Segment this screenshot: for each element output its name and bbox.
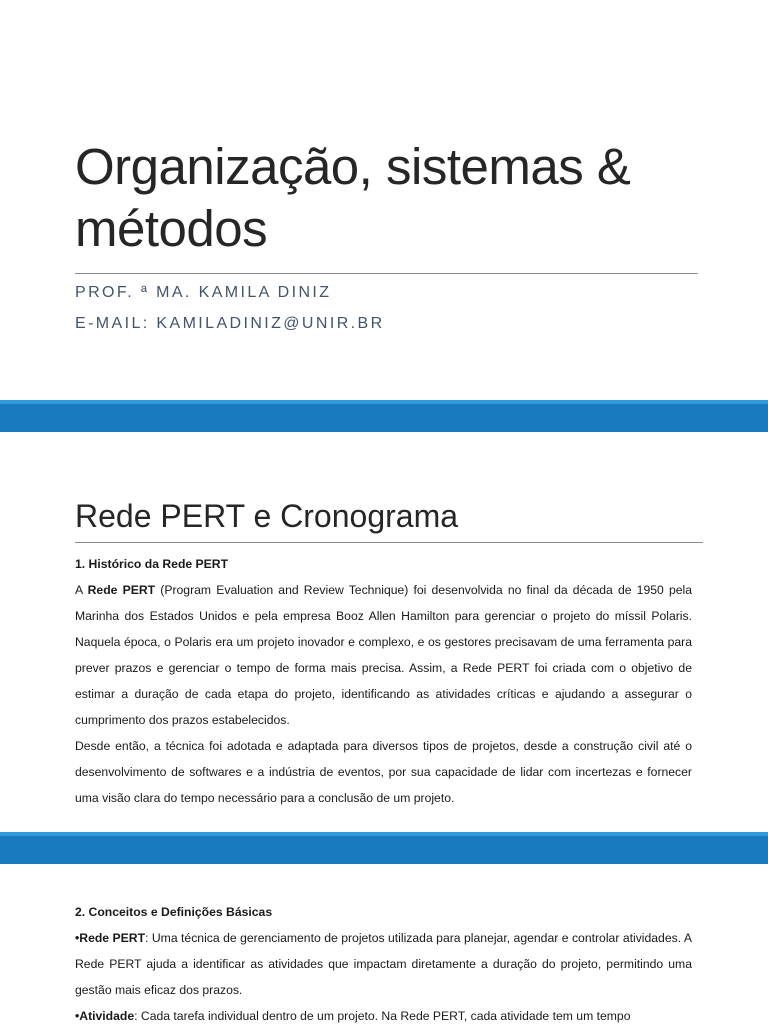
paragraph-prefix: A [75,583,88,597]
definition-rede-pert [75,925,692,1003]
subsection-heading: 1. Histórico da Rede PERT [75,557,229,571]
section-divider-line [75,542,703,543]
paragraph-history-text: (Program Evaluation and Review Technique) foi desenvolvida no final da década de 1950 pela Marinha dos Estados Unidos e pela empresa Booz Allen Hamilton para gerenciar o projeto do míssil Polaris. Naquela época, o Polaris era um projeto inovador e complexo, e os gestores precisavam de uma ferramenta para prever prazos e gerenciar o tempo de forma mais precisa. Assim, a Rede PERT foi criada com o objetivo de estimar a duração de cada etapa do projeto, identificando as atividades críticas e ajudando a assegurar o cumprimento dos prazos estabelecidos. [75,583,692,727]
content-slide-pert-history [0,432,768,832]
slide-body-text [75,551,692,811]
title-line-1: Organização, sistemas & [75,138,631,195]
title-slide [0,0,768,400]
author-line: PROF. ª MA. KAMILA DINIZ [75,284,332,301]
slide-body-text [75,899,692,1024]
definition-atividade [75,1003,692,1024]
section-title: Rede PERT e Cronograma [75,498,459,534]
paragraph-history [75,577,692,733]
slide-separator-bar [0,832,768,864]
slide-separator-bar [0,400,768,432]
presentation-title [75,136,715,260]
term-rede-pert: •Rede PERT [75,931,146,945]
term-rede-pert: Rede PERT [87,583,156,597]
paragraph-adoption: Desde então, a técnica foi adotada e adaptada para diversos tipos de projetos, desde a construção civil até o desenvolvimento de softwares e a indústria de eventos, por sua capacidade de lidar com incertezas e fornecer uma visão clara do tempo necessário para a conclusão de um projeto. [75,739,692,805]
email-line: E-MAIL: KAMILADINIZ@UNIR.BR [75,315,385,332]
definition-text: : Cada tarefa individual dentro de um projeto. Na Rede PERT, cada atividade tem um tempo [134,1009,631,1023]
title-line-2: métodos [75,200,268,257]
content-slide-concepts [0,864,768,1024]
term-atividade: •Atividade [75,1009,135,1023]
title-divider-line [75,273,698,274]
definition-text: : Uma técnica de gerenciamento de projetos utilizada para planejar, agendar e controlar atividades. A Rede PERT ajuda a identificar as atividades que impactam diretamente a duração do projeto, permitindo uma gestão mais eficaz dos prazos. [75,931,692,997]
subsection-heading: 2. Conceitos e Definições Básicas [75,905,273,919]
